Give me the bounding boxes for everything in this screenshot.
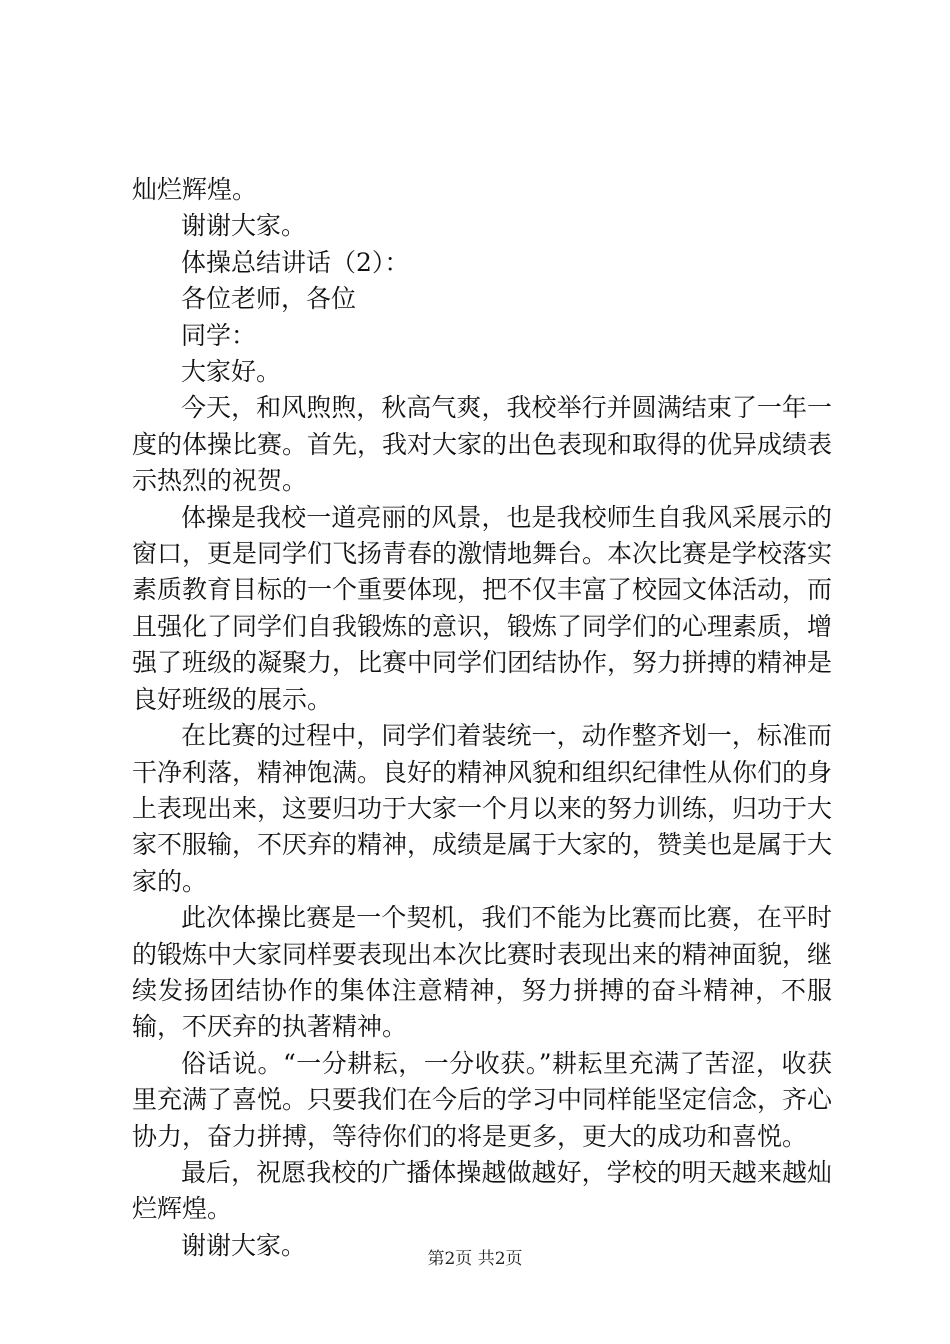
section-heading: 体操总结讲话（2）：	[181, 247, 410, 277]
paragraph-opportunity: 此次体操比赛是一个契机，我们不能为比赛而比赛，在平时的锻炼中大家同样要表现出本次比赛时表现出来的精神面貌，继续发扬团结协作的集体注意精神，努力拼搏的奋斗精神，不服输，不厌弃的执著精神。	[132, 903, 833, 1042]
paragraph-closing: 最后，祝愿我校的广播体操越做越好，学校的明天越来越灿烂辉煌。	[132, 1157, 832, 1224]
page-number-footer: 第2页 共2页	[427, 1249, 523, 1269]
salutation-line-2: 同学：	[181, 320, 257, 350]
paragraph-gymnastics: 体操是我校一道亮丽的风景，也是我校师生自我风采展示的窗口，更是同学们飞扬青春的激情地舞台。本次比赛是学校落实素质教育目标的一个重要体现，把不仅丰富了校园文体活动，而且强化了同学们自我锻炼的意识，锻炼了同学们的心理素质，增强了班级的凝聚力，比赛中同学们团结协作，努力拼搏的精神是良好班级的展示。	[132, 502, 833, 714]
paragraph-continuation: 灿烂辉煌。	[132, 175, 258, 204]
paragraph-final-thanks: 谢谢大家。	[181, 1230, 307, 1260]
greeting: 大家好。	[181, 357, 282, 387]
paragraph-thanks: 谢谢大家。	[181, 211, 307, 241]
paragraph-competition: 在比赛的过程中，同学们着装统一，动作整齐划一，标准而干净利落，精神饱满。良好的精神风貌和组织纪律性从你们的身上表现出来，这要归功于大家一个月以来的努力训练，归功于大家不服输，不厌弃的精神，成绩是属于大家的，赞美也是属于大家的。	[132, 721, 833, 896]
salutation-line-1: 各位老师，各位	[181, 284, 357, 314]
document-body	[132, 172, 832, 1264]
paragraph-intro: 今天，和风煦煦，秋高气爽，我校举行并圆满结束了一年一度的体操比赛。首先，我对大家的出色表现和取得的优异成绩表示热烈的祝贺。	[132, 393, 833, 496]
paragraph-proverb: 俗话说。“一分耕耘，一分收获。”耕耘里充满了苦涩，收获里充满了喜悦。只要我们在今后的学习中同样能坚定信念，齐心协力，奋力拼搏，等待你们的将是更多，更大的成功和喜悦。	[132, 1048, 833, 1151]
